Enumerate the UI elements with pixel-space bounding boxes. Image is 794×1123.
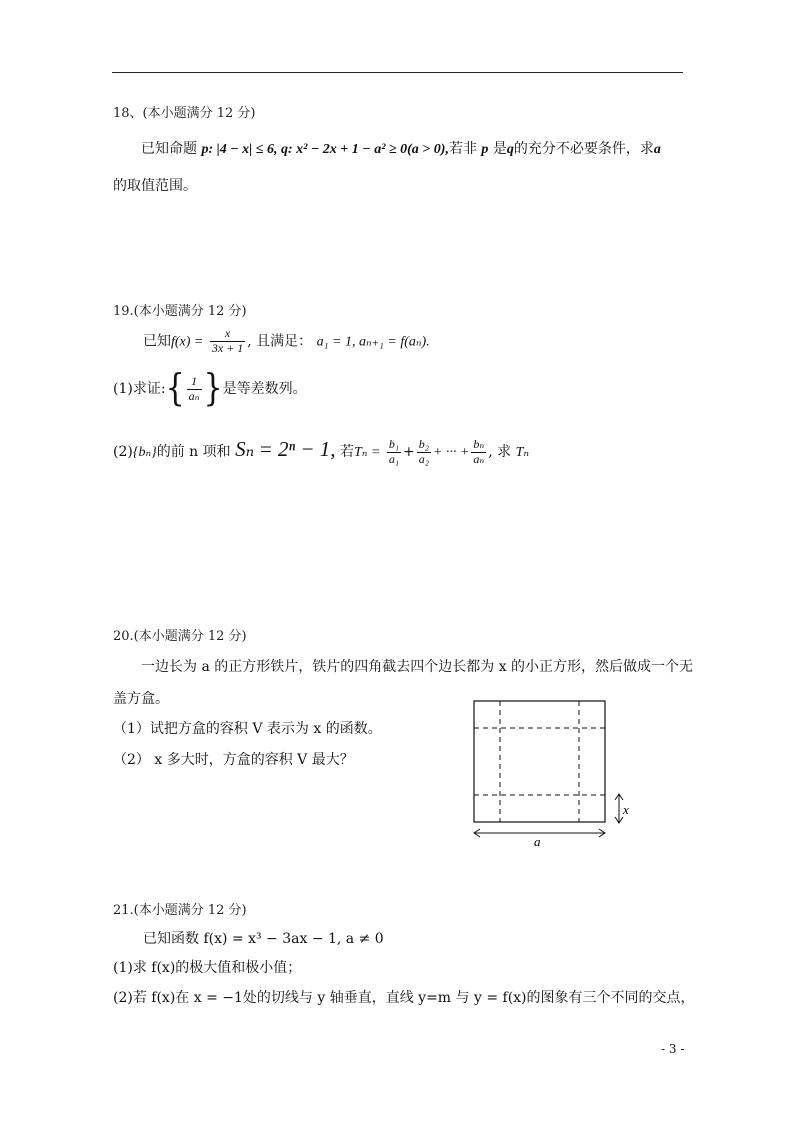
q19-ruo: 若: [339, 444, 354, 460]
q18-mid: 若非: [448, 141, 477, 157]
q18-p-expr: : |4 − x| ≤ 6,: [208, 142, 281, 157]
q19-part1-prefix: (1)求证:: [113, 381, 166, 397]
q19-t2-num: b₂: [418, 436, 429, 451]
q18-q-label: q: [280, 142, 288, 157]
q19-part1-fraction: [187, 375, 202, 404]
q19-part2-prefix: (2): [113, 444, 133, 460]
q21-part1: (1)求 f(x)的极大值和极小值；: [113, 960, 302, 976]
fig-label-x: x: [623, 802, 629, 817]
q19-f-lhs: f(x) =: [171, 334, 204, 350]
q21-part2: (2)若 f(x)在 x = −1处的切线与 y 轴垂直，直线 y=m 与 y = f(x)的图象有三个不同的交点，: [113, 990, 695, 1006]
q19-ask-var: Tₙ: [515, 445, 530, 460]
q19-condition: a₁ = 1, aₙ₊₁ = f(aₙ).: [316, 334, 430, 350]
q18-mid2: 是: [492, 141, 507, 157]
left-brace-icon: {: [165, 366, 185, 411]
q19-t1-num: b₁: [388, 436, 400, 451]
q19-frac-num: x: [210, 327, 245, 342]
q18-heading: 18、(本小题满分 12 分): [113, 106, 256, 121]
q20-line2: 盖方盒。: [113, 691, 169, 707]
q19-given: [143, 327, 430, 356]
q18-p2: p: [481, 142, 489, 157]
q19-part1-num: 1: [187, 375, 202, 390]
q19-term1: [387, 438, 401, 467]
box-net-figure: [466, 694, 636, 850]
header-rule: [112, 72, 683, 73]
q18-end: 的充分不必要条件，求: [513, 141, 654, 157]
q19-term3: [471, 438, 486, 467]
q18-intro: 已知命题: [141, 141, 197, 157]
q19-part2: (2){bₙ}的前 n 项和 Sₙ = 2ⁿ − 1, 若Tₙ = $\frac{\text{b₁}}{\text{a₁}}$ + $\frac{\text{b₂}}{\text{a₂}}$ + ··· + $\frac{\text{bₙ}}{\text{aₙ}}$ , 求 Tₙ: [113, 436, 530, 466]
page-number: - 3 -: [661, 1042, 685, 1056]
q19-t3-den: aₙ: [473, 451, 485, 466]
right-brace-icon: }: [203, 366, 223, 411]
q19-Sn: Sₙ: [235, 437, 255, 461]
q19-dots: + ··· +: [432, 445, 470, 460]
q19-part1-suffix: 是等差数列。: [222, 381, 307, 397]
q19-t2-den: a₂: [418, 451, 429, 466]
q18-q-expr: : x² − 2x + 1 − a² ≥ 0(a > 0),: [287, 142, 449, 157]
q21-heading: 21.(本小题满分 12 分): [113, 903, 247, 918]
q19-Sn-rhs: = 2ⁿ − 1,: [258, 437, 336, 461]
q18-line2: 的取值范围。: [113, 178, 197, 194]
q21-given: 已知函数 f(x) = x³ − 3ax − 1, a ≠ 0: [143, 931, 384, 947]
q19-given-mid: , 且满足：: [247, 333, 313, 350]
q19-f-fraction: [210, 327, 245, 356]
q19-part1: [113, 366, 307, 411]
q20-line1: 一边长为 a 的正方形铁片，铁片的四角截去四个边长都为 x 的小正方形，然后做成一个无: [141, 659, 694, 675]
q20-part1: （1）试把方盒的容积 V 表示为 x 的函数。: [113, 721, 382, 737]
q18-p-label: p: [201, 142, 209, 157]
q19-t3-num: bₙ: [473, 436, 485, 451]
q19-Tn-lhs: Tₙ =: [353, 445, 381, 460]
q19-frac-den: 3x + 1: [211, 340, 244, 355]
q19-ask: , 求: [488, 444, 512, 460]
q20-part2: （2） x 多大时，方盒的容积 V 最大？: [113, 752, 354, 768]
q18-q2: q: [506, 142, 514, 157]
q19-part2-seq: {bₙ}: [132, 445, 157, 460]
q20-heading: 20.(本小题满分 12 分): [113, 629, 247, 644]
q19-given-prefix: 已知: [143, 333, 171, 350]
square-outline: [474, 701, 605, 822]
fig-label-a: a: [534, 834, 541, 849]
q19-heading: 19.(本小题满分 12 分): [113, 304, 247, 319]
q19-part1-den: aₙ: [188, 388, 200, 403]
q19-part2-mid: 的前 n 项和: [156, 444, 231, 460]
q18-a-var: a: [653, 142, 661, 157]
q19-term2: [417, 438, 431, 467]
q18-statement: [141, 138, 661, 158]
q19-t1-den: a₁: [388, 451, 400, 466]
